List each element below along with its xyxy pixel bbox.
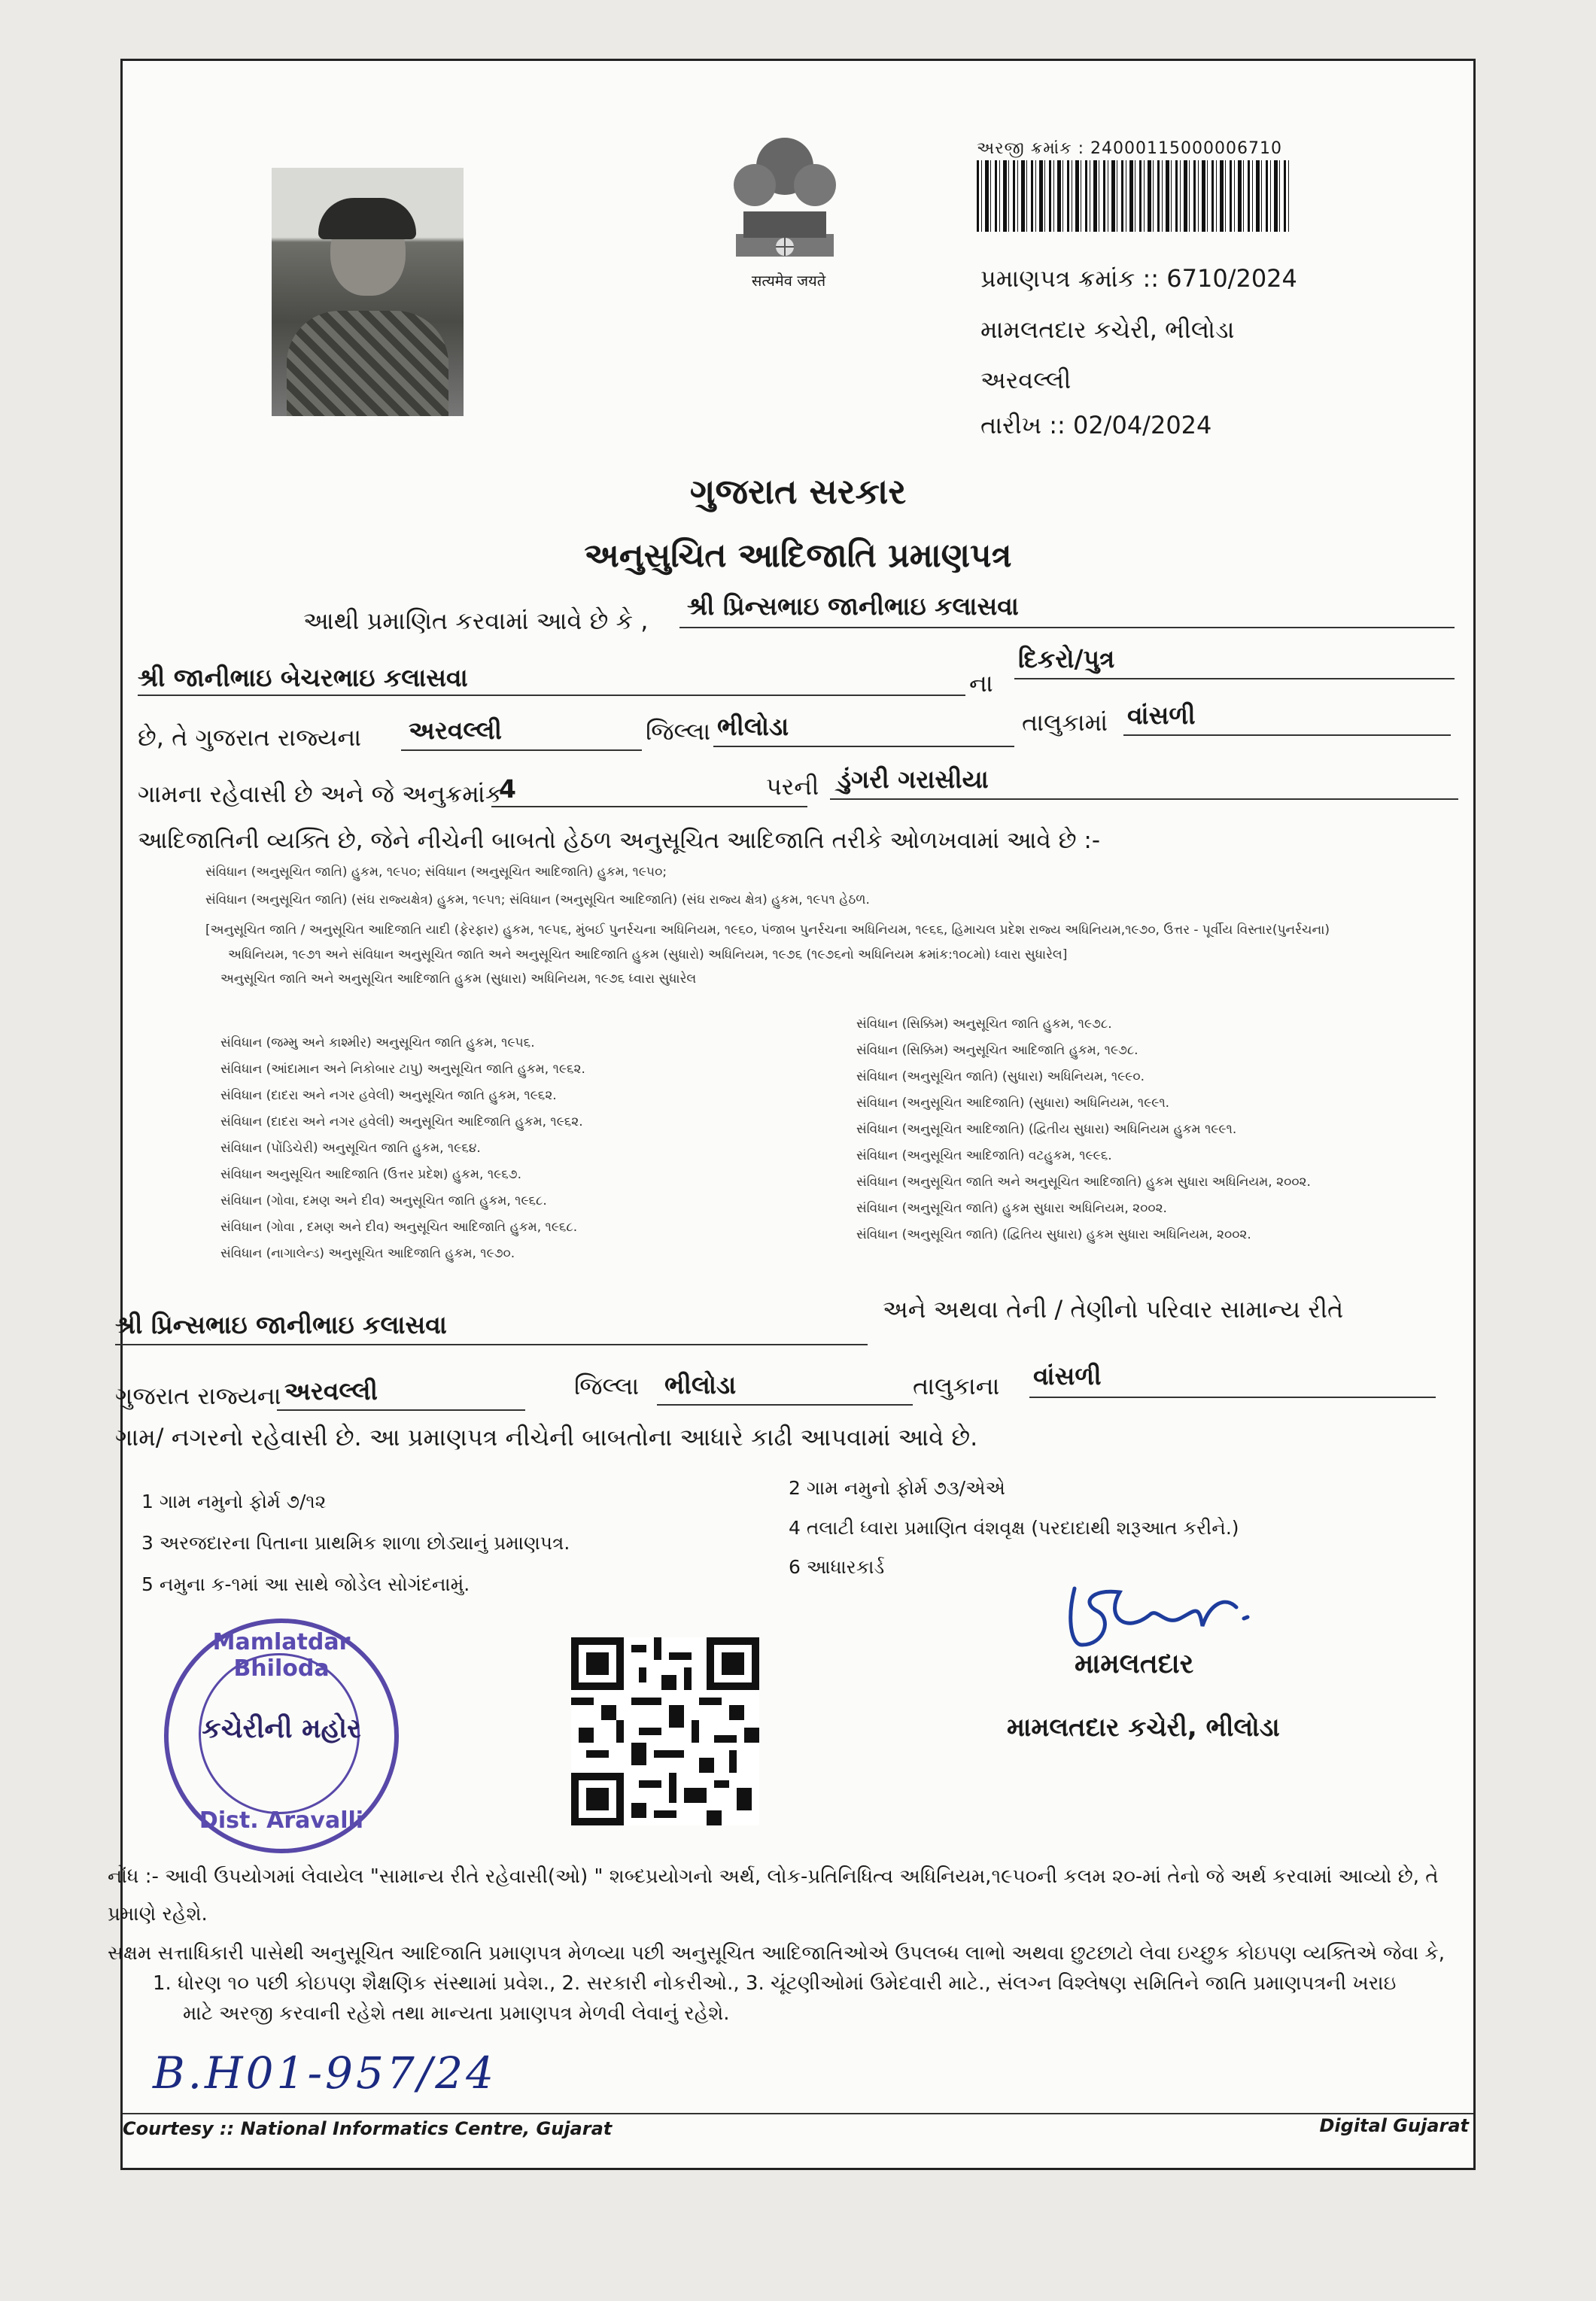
signatory-title: મામલતદાર (1075, 1649, 1194, 1679)
seal-ring-bottom: Dist. Aravalli (199, 1807, 364, 1834)
act-line: અધિનિયમ, ૧૯૭૧ અને સંવિધાન અનુસૂચિત જાતિ અને અનુસૂચિત આદિજાતિ હુકમ (સુધારો) અધિનિયમ, ૧૯૭૬ (૧૯૭૬નો અધિનિયમ ક્રમાંક:૧૦૮મો) ધ્વારા સુધારેલ] (228, 947, 1068, 962)
act-left-item: સંવિધાન (પોંડિચેરી) અનુસૂચિત જાતિ હુકમ, ૧૯૬૪. (220, 1141, 481, 1156)
act-line: [અનુસૂચિત જાતિ / અનુસૂચિત આદિજાતિ યાદી (ફેરફાર) હુકમ, ૧૯૫૬, મુંબઈ પુનર્રચના અધિનિયમ, ૧૯૬૦, પંજાબ પુનર્રચના અધિનિયમ, ૧૯૬૬, હિમાચલ પ્રદેશ રાજ્ય અધિનિયમ,૧૯૭૦, ઉત્તર - પૂર્વીય વિસ્તાર(પુનર્રચના) (205, 923, 1330, 938)
caste-value: ડુંગરી ગરાસીયા (838, 764, 989, 794)
act-left-item: સંવિધાન (ગોવા, દમણ અને દીવ) અનુસૂચિત જાતિ હુકમ, ૧૯૬૮. (220, 1193, 547, 1208)
residence-taluka-label: તાલુકાના (913, 1372, 1000, 1400)
government-title: ગુજરાત સરકાર (689, 471, 907, 512)
act-right-item: સંવિધાન (અનુસૂચિત જાતિ અને અનુસૂચિત આદિજાતિ) હુકમ સુધારા અધિનિયમ, ૨૦૦૨. (856, 1175, 1311, 1190)
village-value: વાંસળી (1127, 701, 1196, 730)
act-right-item: સંવિધાન (અનુસૂચિત જાતિ) (દ્વિતિય સુધારા) હુકમ સુધારા અધિનિયમ, ૨૦૦૨. (856, 1227, 1251, 1242)
act-left-item: સંવિધાન (દાદરા અને નગર હવેલી) અનુસૂચિત આદિજાતિ હુકમ, ૧૯૬૨. (220, 1114, 583, 1129)
act-left-item: સંવિધાન (જમ્મુ અને કાશ્મીર) અનુસૂચિત જાતિ હુકમ, ૧૯૫૬. (220, 1035, 535, 1050)
district-label: જિલ્લા (646, 717, 711, 746)
signatory-office: મામલતદાર કચેરી, ભીલોડા (1007, 1713, 1280, 1743)
applicant-photo (272, 168, 464, 416)
act-right-item: સંવિધાન (અનુસૂચિત આદિજાતિ) (સુધારા) અધિનિયમ, ૧૯૯૧. (856, 1096, 1170, 1111)
recognition-text: આદિજાતિની વ્યક્તિ છે, જેને નીચેની બાબતો હેઠળ અનુસૂચિત આદિજાતિ તરીકે ઓળખવામાં આવે છે :- (138, 827, 1101, 854)
handwritten-reference: B.H01-957/24 (153, 2047, 497, 2099)
act-right-item: સંવિધાન (સિક્કિમ) અનુસૂચિત જાતિ હુકમ, ૧૯૭૮. (856, 1017, 1112, 1032)
note-line: સક્ષમ સત્તાધિકારી પાસેથી અનુસૂચિત આદિજાતિ પ્રમાણપત્ર મેળવ્યા પછી અનુસૂચિત આદિજાતિઓએ ઉપલબ્ધ લાભો અથવા છુટછાટો લેવા ઇચ્છુક કોઇપણ વ્યક્તિએ જેવા કે, (108, 1942, 1445, 1965)
serial-number: 4 (499, 774, 516, 804)
document-item: 1 ગામ નમુનો ફોર્મ ૭/૧૨ (141, 1491, 327, 1512)
act-left-item: સંવિધાન (દાદરા અને નગર હવેલી) અનુસૂચિત જાતિ હુકમ, ૧૯૬૨. (220, 1088, 557, 1103)
act-right-item: સંવિધાન (અનુસૂચિત જાતિ) હુકમ સુધારા અધિનિયમ, ૨૦૦૨. (856, 1201, 1167, 1216)
document-item: 6 આધારકાર્ડ (789, 1556, 885, 1578)
certificate-document (108, 59, 1476, 2170)
footer-brand: Digital Gujarat (1319, 2115, 1469, 2136)
certificate-number: પ્રમાણપત્ર ક્રમાંક :: 6710/2024 (980, 264, 1297, 293)
issuing-district: અરવલ્લી (980, 366, 1072, 394)
note-line: નોંધ :- આવી ઉપયોગમાં લેવાયેલ "સામાન્ય રીતે રહેવાસી(ઓ) " શબ્દપ્રયોગનો અર્થ, લોક-પ્રતિનિધિત્વ અધિનિયમ,૧૯૫૦ની કલમ ૨૦-માં તેનો જે અર્થ કરવામાં આવ્યો છે, તે (108, 1865, 1439, 1888)
issuing-office: મામલતદાર કચેરી, ભીલોડા (980, 315, 1235, 344)
act-right-item: સંવિધાન (સિક્કિમ) અનુસૂચિત આદિજાતિ હુકમ, ૧૯૭૮. (856, 1043, 1138, 1058)
emblem-caption: सत्यमेव जयते (751, 272, 826, 290)
act-line: સંવિધાન (અનુસૂચિત જાતિ) હુકમ, ૧૯૫૦; સંવિધાન (અનુસૂચિત આદિજાતિ) હુકમ, ૧૯૫૦; (205, 865, 667, 880)
application-number: અરજી ક્રમાંક : 24000115000006710 (977, 139, 1283, 158)
act-left-item: સંવિધાન (આંદામાન અને નિકોબાર ટાપુ) અનુસૂચિત જાતિ હુકમ, ૧૯૬૨. (220, 1062, 585, 1077)
office-seal (164, 1619, 399, 1853)
caste-label: પરની (766, 772, 819, 801)
footer-courtesy: Courtesy :: National Informatics Centre, Gujarat (123, 2118, 613, 2139)
qr-code (571, 1637, 759, 1825)
note-line: માટે અરજી કરવાની રહેશે તથા માન્યતા પ્રમાણપત્ર મેળવી લેવાનું રહેશે. (183, 2002, 730, 2025)
residence-taluka-value: ભીલોડા (664, 1370, 737, 1400)
act-right-item: સંવિધાન (અનુસૂચિત આદિજાતિ) (દ્વિતીય સુધારા) અધિનિયમ હુકમ ૧૯૯૧. (856, 1122, 1237, 1137)
signature (1059, 1573, 1263, 1656)
taluka-value: ભીલોડા (717, 712, 789, 741)
act-left-item: સંવિધાન અનુસૂચિત આદિજાતિ (ઉત્તર પ્રદેશ) હુકમ, ૧૯૬૭. (220, 1167, 521, 1182)
resident-text: ગામના રહેવાસી છે અને જે અનુક્રમાંક (138, 780, 503, 808)
basis-text: ગામ/ નગરનો રહેવાસી છે. આ પ્રમાણપત્ર નીચેની બાબતોના આધારે કાઢી આપવામાં આવે છે. (115, 1423, 978, 1451)
family-text: અને અથવા તેની / તેણીનો પરિવાર સામાન્ય રીતે (883, 1295, 1344, 1324)
residence-district-label: જિલ્લા (574, 1372, 640, 1400)
residence-district-value: અરવલ્લી (284, 1376, 378, 1406)
relation: દિકરો/પુત્ર (1018, 644, 1115, 673)
seal-center-text: કચેરીની મહોર (202, 1713, 361, 1744)
residence-village-value: વાંસળી (1033, 1361, 1102, 1391)
parent-name: શ્રી જાનીભાઇ બેચરભાઇ કલાસવા (138, 663, 468, 692)
act-line: સંવિધાન (અનુસૂચિત જાતિ) (સંઘ રાજ્યક્ષેત્ર) હુકમ, ૧૯૫૧; સંવિધાન (અનુસૂચિત આદિજાતિ) (સંઘ રાજ્ય ક્ષેત્ર) હુકમ, ૧૯૫૧ હેઠળ. (205, 892, 870, 907)
act-left-item: સંવિધાન (નાગાલેન્ડ) અનુસૂચિત આદિજાતિ હુકમ, ૧૯૭૦. (220, 1246, 515, 1261)
state-label: ગુજરાત રાજ્યના (115, 1382, 281, 1410)
state-prefix: છે, તે ગુજરાત રાજ્યના (138, 723, 362, 752)
note-line: 1. ધોરણ ૧૦ પછી કોઇપણ શૈક્ષણિક સંસ્થામાં પ્રવેશ., 2. સરકારી નોકરીઓ., 3. ચૂંટણીઓમાં ઉમેદવારી માટે., સંલગ્ન વિશ્લેષણ સમિતિને જાતિ પ્રમાણપત્રની ખરાઇ (153, 1972, 1397, 1995)
document-item: 2 ગામ નમુનો ફોર્મ ૭૩/એએ (789, 1477, 1005, 1499)
document-item: 3 અરજદારના પિતાના પ્રાથમિક શાળા છોડ્યાનું પ્રમાણપત્ર. (141, 1532, 570, 1554)
act-right-item: સંવિધાન (અનુસૂચિત જાતિ) (સુધારા) અધિનિયમ, ૧૯૯૦. (856, 1069, 1145, 1084)
of-label: ના (969, 669, 993, 698)
barcode (977, 160, 1289, 232)
document-item: 5 નમુના ક-૧માં આ સાથે જોડેલ સોગંદનામું. (141, 1573, 470, 1595)
seal-ring-top: Mamlatdar Bhiloda (212, 1629, 351, 1682)
applicant-name: શ્રી પ્રિન્સભાઇ જાનીભાઇ કલાસવા (687, 591, 1019, 621)
note-line: પ્રમાણે રહેશે. (108, 1903, 208, 1926)
document-item: 4 તલાટી ધ્વારા પ્રમાણિત વંશવૃક્ષ (પરદાદાથી શરૂઆત કરીને.) (789, 1517, 1239, 1539)
act-left-item: સંવિધાન (ગોવા , દમણ અને દીવ) અનુસૂચિત આદિજાતિ હુકમ, ૧૯૬૮. (220, 1220, 578, 1235)
district-value: અરવલ્લી (409, 716, 502, 745)
act-right-item: સંવિધાન (અનુસૂચિત આદિજાતિ) વટહુકમ, ૧૯૯૬. (856, 1148, 1112, 1163)
residence-name: શ્રી પ્રિન્સભાઇ જાનીભાઇ કલાસવા (115, 1310, 447, 1339)
certificate-title: અનુસુચિત આદિજાતિ પ્રમાણપત્ર (584, 536, 1012, 575)
national-emblem-icon (721, 121, 849, 279)
issue-date: તારીખ :: 02/04/2024 (980, 411, 1212, 439)
certify-text: આથી પ્રમાણિત કરવામાં આવે છે કે , (303, 606, 649, 635)
act-line: અનુસૂચિત જાતિ અને અનુસૂચિત આદિજાતિ હુકમ (સુધારા) અધિનિયમ, ૧૯૭૬ ધ્વારા સુધારેલ (220, 971, 697, 986)
taluka-label: તાલુકામાં (1022, 708, 1108, 737)
